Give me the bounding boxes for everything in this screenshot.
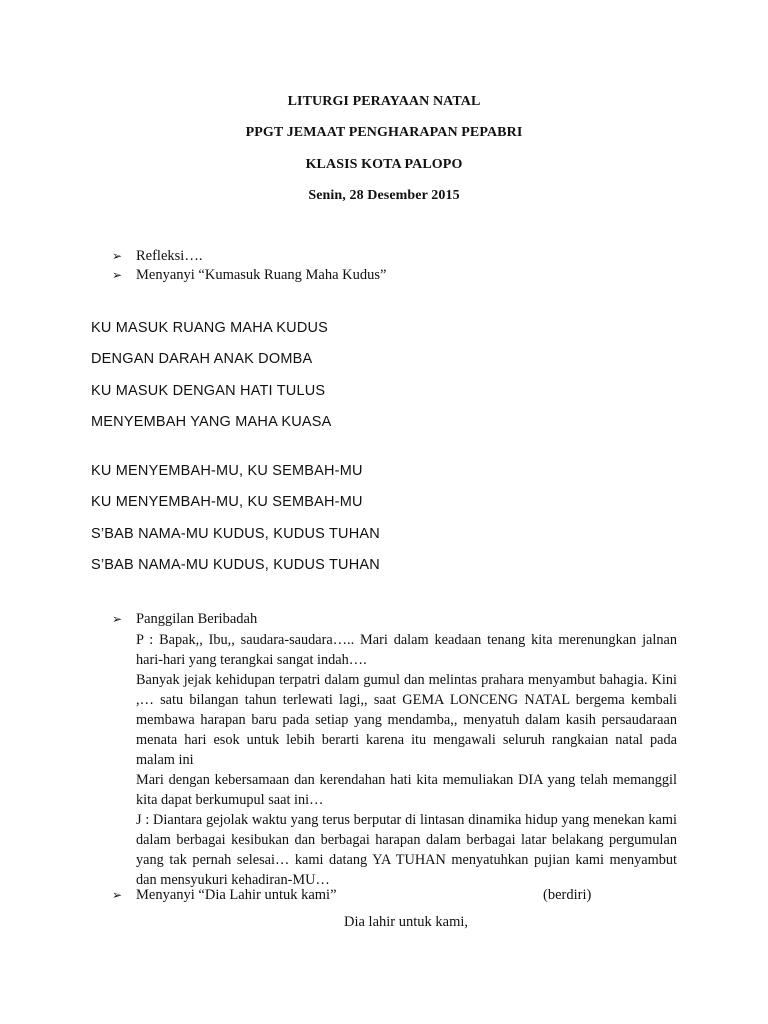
list-item-label: Refleksi…. — [136, 248, 203, 264]
list-item — [112, 248, 202, 265]
arrow-bullet-icon: ➢ — [112, 612, 123, 626]
stage-direction: (berdiri) — [543, 887, 592, 903]
klasis-title: KLASIS KOTA PALOPO — [305, 157, 463, 172]
lyric-line: KU MASUK DENGAN HATI TULUS — [91, 383, 326, 399]
list-item-label: Menyanyi “Kumasuk Ruang Maha Kudus” — [136, 267, 387, 283]
lyric-line: MENYEMBAH YANG MAHA KUASA — [91, 414, 332, 430]
paragraph: Banyak jejak kehidupan terpatri dalam gumul dan melintas prahara menyambut bahagia. Kini ,… satu bilangan tahun terlewati lagi,, saat GEMA LONCENG NATAL bergema kembali membawa harapan baru pada setiap yang mendamba,, menyatuh dalam kasih persaudaraan menata hari esok untuk lebih berarti karena itu mengawali seluruh rangkaian natal pada malam ini — [136, 672, 677, 768]
lyric-line: KU MENYEMBAH-MU, KU SEMBAH-MU — [91, 463, 363, 479]
lyric-line: S’BAB NAMA-MU KUDUS, KUDUS TUHAN — [91, 526, 380, 542]
lyric-line: KU MENYEMBAH-MU, KU SEMBAH-MU — [91, 494, 363, 510]
lyric-line: DENGAN DARAH ANAK DOMBA — [91, 351, 313, 367]
list-item — [112, 887, 337, 904]
date-title: Senin, 28 Desember 2015 — [308, 188, 460, 203]
paragraph: J : Diantara gejolak waktu yang terus berputar di lintasan dinamika hidup yang menekan kami dalam berbagai kesibukan dan berbagai harapan dalam berbagai latar belakang pergumulan yang tak pernah selesai… kami datang YA TUHAN menyatuhkan pujian kami menyambut dan mensyukuri kehadiran-MU… — [136, 812, 677, 888]
list-item — [112, 611, 257, 628]
arrow-bullet-icon: ➢ — [112, 888, 123, 902]
panggilan-body — [136, 630, 677, 890]
paragraph: Mari dengan kebersamaan dan kerendahan hati kita memuliakan DIA yang telah memanggil kita dapat berkumupul saat ini… — [136, 772, 677, 808]
song-first-line: Dia lahir untuk kami, — [343, 914, 469, 930]
section-heading: Panggilan Beribadah — [136, 611, 258, 627]
lyric-line: KU MASUK RUANG MAHA KUDUS — [91, 320, 329, 336]
list-item-label: Menyanyi “Dia Lahir untuk kami” — [136, 887, 337, 903]
list-item — [112, 267, 386, 284]
arrow-bullet-icon: ➢ — [112, 268, 123, 282]
organization-title: PPGT JEMAAT PENGHARAPAN PEPABRI — [245, 125, 523, 140]
document-title: LITURGI PERAYAAN NATAL — [287, 94, 481, 109]
paragraph: P : Bapak,, Ibu,, saudara-saudara….. Mari dalam keadaan tenang kita merenungkan jalnan hari-hari yang terangkai sangat indah…. — [136, 632, 677, 668]
lyric-line: S’BAB NAMA-MU KUDUS, KUDUS TUHAN — [91, 557, 380, 573]
arrow-bullet-icon: ➢ — [112, 249, 123, 263]
